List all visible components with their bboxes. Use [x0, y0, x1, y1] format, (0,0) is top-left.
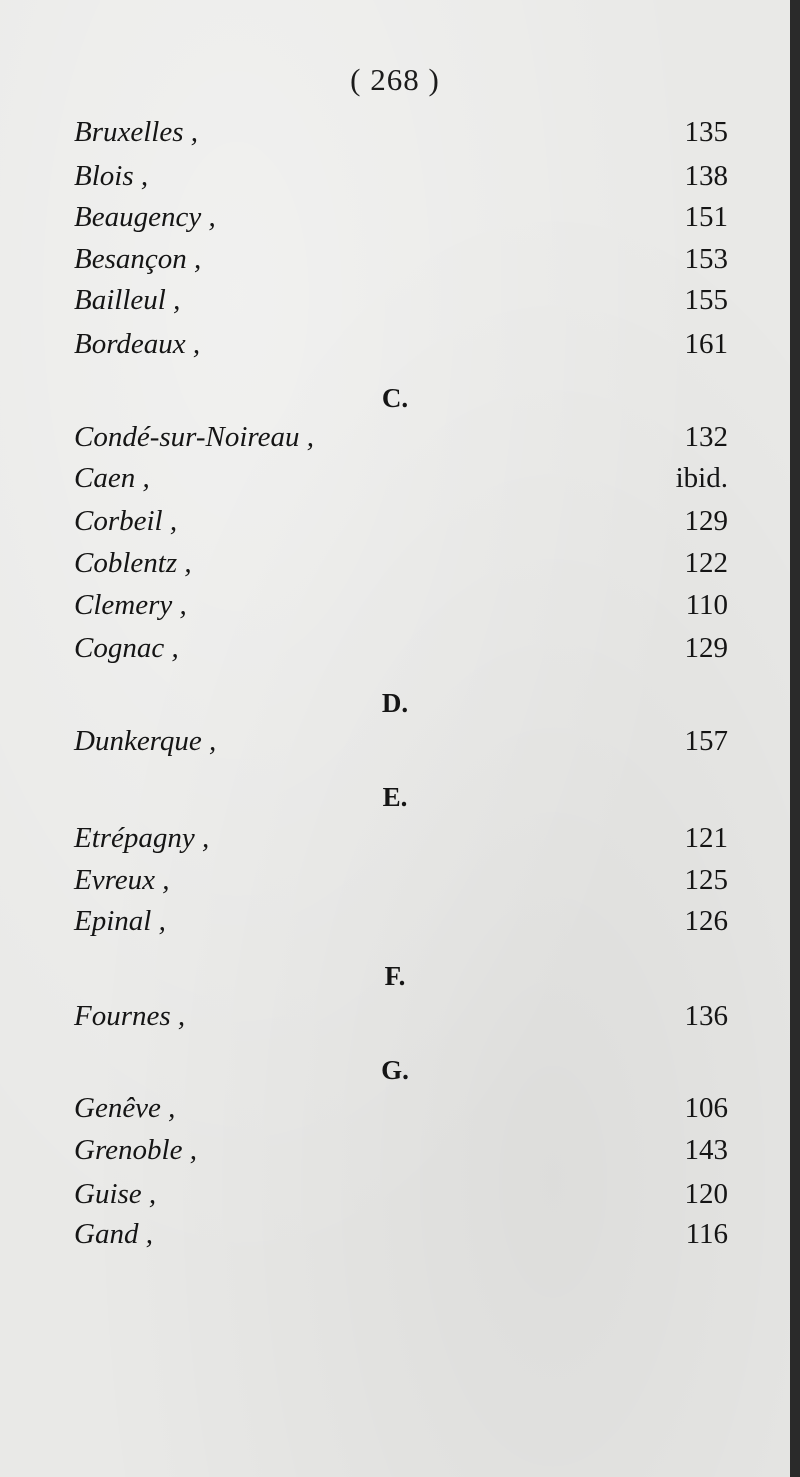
- entry-name: Caen ,: [74, 462, 150, 494]
- entry-page: ibid.: [675, 462, 728, 494]
- entry-name: Dunkerque ,: [74, 725, 217, 757]
- entry-name: Evreux ,: [74, 864, 170, 896]
- index-entry: [0, 243, 790, 285]
- index-entry: [0, 201, 790, 243]
- index-entry: [0, 1092, 790, 1134]
- scan-border: [790, 0, 800, 1477]
- entry-name: Epinal ,: [74, 905, 166, 937]
- entry-page: 143: [684, 1134, 728, 1166]
- section-letter: G.: [381, 1055, 409, 1085]
- entry-name: Guise ,: [74, 1178, 157, 1210]
- index-entry: [0, 632, 790, 674]
- entry-name: Gand ,: [74, 1218, 153, 1250]
- entry-page: 157: [684, 725, 728, 757]
- section-letter: C.: [381, 383, 409, 413]
- index-entry: [0, 1178, 790, 1220]
- index-entry: [0, 725, 790, 767]
- entry-page: 106: [684, 1092, 728, 1124]
- entry-name: Fournes ,: [74, 1000, 186, 1032]
- entry-page: 151: [684, 201, 728, 233]
- entry-name: Grenoble ,: [74, 1134, 197, 1166]
- index-entry: [0, 547, 790, 589]
- entry-page: 125: [684, 864, 728, 896]
- index-entry: [0, 905, 790, 947]
- entry-name: Corbeil ,: [74, 505, 178, 537]
- entry-name: Bruxelles ,: [74, 116, 199, 148]
- entry-page: 129: [684, 632, 728, 664]
- entry-name: Coblentz ,: [74, 547, 192, 579]
- index-entry: [0, 1000, 790, 1042]
- entry-name: Clemery ,: [74, 589, 187, 621]
- entry-name: Besançon ,: [74, 243, 202, 275]
- section-letter: D.: [381, 688, 409, 718]
- index-entry: [0, 421, 790, 463]
- entry-name: Genêve ,: [74, 1092, 176, 1124]
- entry-page: 129: [684, 505, 728, 537]
- entry-page: 110: [685, 589, 728, 621]
- index-entry: [0, 328, 790, 370]
- index-entry: [0, 864, 790, 906]
- entry-name: Etrépagny ,: [74, 822, 210, 854]
- index-entry: [0, 1218, 790, 1260]
- entry-name: Blois ,: [74, 160, 149, 192]
- entry-page: 121: [684, 822, 728, 854]
- entry-page: 126: [684, 905, 728, 937]
- index-entry: [0, 160, 790, 202]
- entry-page: 155: [684, 284, 728, 316]
- index-entry: [0, 462, 790, 504]
- section-letter: E.: [382, 782, 408, 812]
- entry-page: 116: [685, 1218, 728, 1250]
- entry-page: 161: [684, 328, 728, 360]
- entry-page: 120: [684, 1178, 728, 1210]
- entry-page: 153: [684, 243, 728, 275]
- entry-name: Condé-sur-Noireau ,: [74, 421, 315, 453]
- entry-page: 122: [684, 547, 728, 579]
- entry-page: 132: [684, 421, 728, 453]
- index-entry: [0, 284, 790, 326]
- entry-name: Beaugency ,: [74, 201, 216, 233]
- entry-page: 135: [684, 116, 728, 148]
- index-entry: [0, 1134, 790, 1176]
- section-letter: F.: [384, 961, 406, 991]
- entry-name: Bordeaux ,: [74, 328, 201, 360]
- entry-name: Cognac ,: [74, 632, 179, 664]
- page-number-header: ( 268 ): [350, 62, 440, 97]
- entry-name: Bailleul ,: [74, 284, 181, 316]
- index-entry: [0, 589, 790, 631]
- index-entry: [0, 116, 790, 158]
- index-entry: [0, 505, 790, 547]
- entry-page: 138: [684, 160, 728, 192]
- index-entry: [0, 822, 790, 864]
- entry-page: 136: [684, 1000, 728, 1032]
